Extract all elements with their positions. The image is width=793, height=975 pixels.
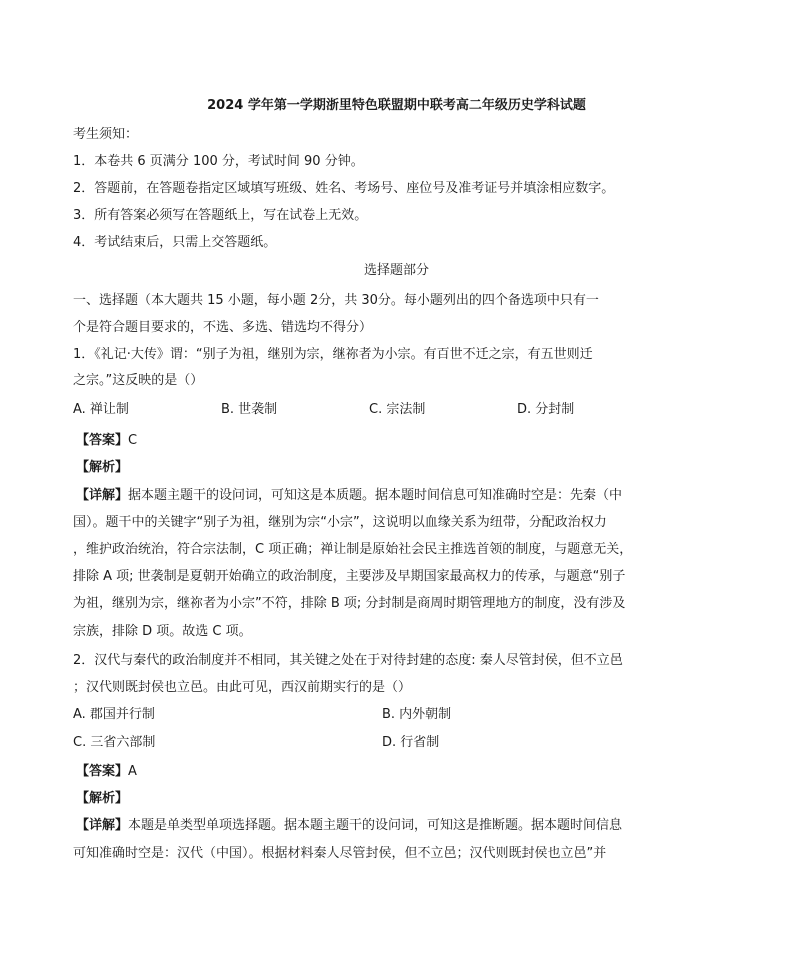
q1-detail-line: ，维护政治统治，符合宗法制，C 项正确；禅让制是原始社会民主推选首领的制度，与题意无关， [73,542,633,557]
q1-stem-line: 之宗。”这反映的是（） [73,373,204,388]
answer-value: A [128,764,137,779]
notice-heading: 考生须知： [73,127,139,142]
q2-option-d: D. 行省制 [382,735,440,750]
q1-option-c: C. 宗法制 [369,402,426,417]
detail-text: 据本题主题干的设问词，可知这是本质题。据本题时间信息可知准确时空是：先秦（中 [128,488,623,503]
q1-answer [76,433,137,449]
q2-option-c: C. 三省六部制 [73,735,156,750]
q1-detail-line: 排除 A 项; 世袭制是夏朝开始确立的政治制度，主要涉及早期国家最高权力的传承，与题意“别子 [73,569,626,584]
section-instruction: 个是符合题目要求的，不选、多选、错选均不得分） [73,320,373,335]
q2-option-a: A. 郡国并行制 [73,707,155,722]
notice-line: 2．答题前，在答题卷指定区域填写班级、姓名、考场号、座位号及准考证号并填涂相应数字。 [73,181,615,196]
page-title: 2024 学年第一学期浙里特色联盟期中联考高二年级历史学科试题 [207,98,586,113]
q1-option-d: D. 分封制 [517,402,575,417]
detail-label: 【详解】 [76,818,129,833]
detail-label: 【详解】 [76,488,129,503]
q1-detail-line: 宗族，排除 D 项。故选 C 项。 [73,624,252,639]
q2-option-b: B. 内外朝制 [382,707,452,722]
q1-stem-line: 1．《礼记·大传》谓：“别子为祖，继别为宗，继祢者为小宗。有百世不迁之宗，有五世则迁 [73,347,593,362]
q2-detail-line: 可知准确时空是：汉代（中国）。根据材料秦人尽管封侯，但不立邑；汉代则既封侯也立邑”并 [73,846,607,861]
section-instruction: 一、选择题（本大题共 15 小题，每小题 2分，共 30分。每小题列出的四个备选项中只有一 [73,293,599,308]
q2-stem-line: ；汉代则既封侯也立邑。由此可见，西汉前期实行的是（） [73,680,412,695]
q1-detail-line: 国）。题干中的关键字“别子为祖，继别为宗“小宗”，这说明以血缘关系为纽带，分配政治权力 [73,515,607,530]
q1-option-b: B. 世袭制 [221,402,278,417]
detail-text: 本题是单类型单项选择题。据本题主题干的设问词，可知这是推断题。据本题时间信息 [128,818,623,833]
answer-value: C [128,433,138,448]
q1-detail-line [76,488,622,504]
answer-label: 【答案】 [76,764,129,779]
notice-line: 4．考试结束后，只需上交答题纸。 [73,235,277,250]
section-title: 选择题部分 [363,263,429,278]
q2-detail-line [76,818,622,834]
q2-analysis-label: 【解析】 [76,791,129,806]
answer-label: 【答案】 [76,433,129,448]
q1-detail-line: 为祖，继别为宗，继祢者为小宗”不符，排除 B 项; 分封制是商周时期管理地方的制度，没有涉及 [73,596,626,611]
q1-option-a: A. 禅让制 [73,402,129,417]
notice-line: 3．所有答案必须写在答题纸上，写在试卷上无效。 [73,208,368,223]
q2-stem-line: 2．汉代与秦代的政治制度并不相同，其关键之处在于对待封建的态度: 秦人尽管封侯，但不立邑 [73,653,623,668]
q1-analysis-label: 【解析】 [76,460,129,475]
q2-answer [76,764,137,780]
notice-line: 1．本卷共 6 页满分 100 分，考试时间 90 分钟。 [73,154,364,169]
